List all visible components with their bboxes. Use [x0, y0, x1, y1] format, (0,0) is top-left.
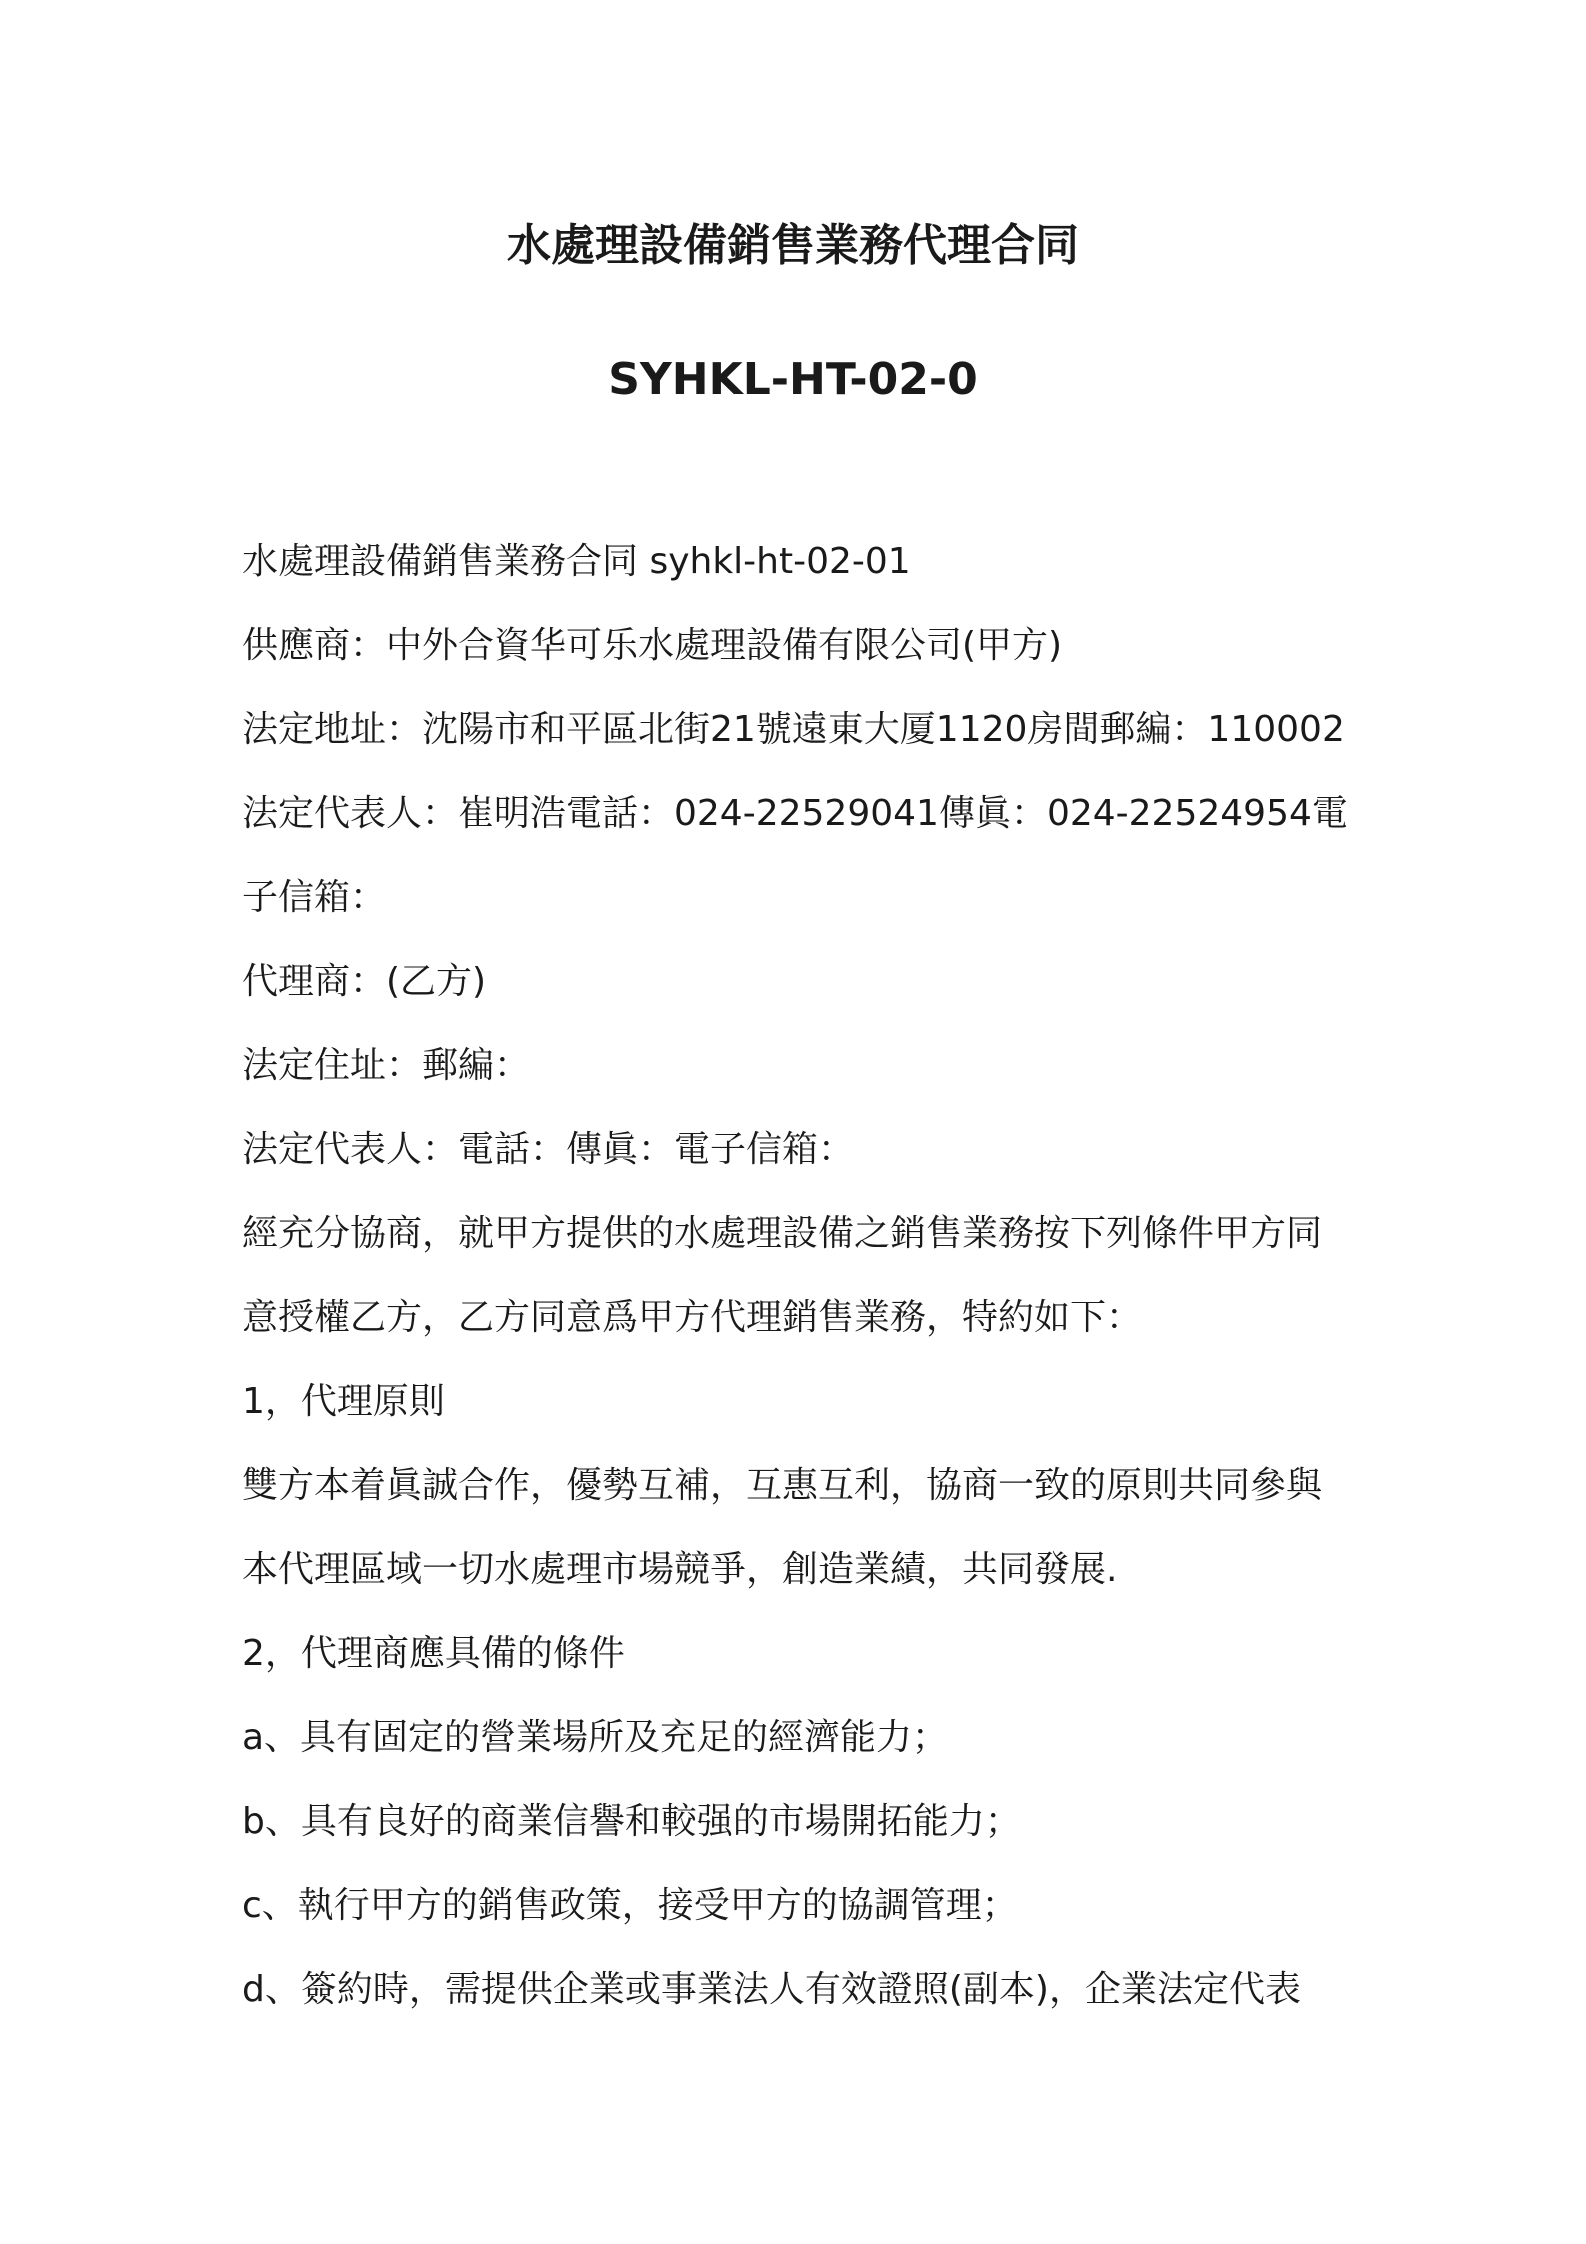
contract-name-line: 水處理設備銷售業務合同 syhkl-ht-02-01 [242, 541, 911, 582]
section-1-text-1: 雙方本着眞誠合作，優勢互補，互惠互利，協商一致的原則共同參與 [242, 1465, 1323, 1506]
document-title: 水處理設備銷售業務代理合同 [507, 220, 1079, 271]
condition-c: c、執行甲方的銷售政策，接受甲方的協調管理； [242, 1885, 1018, 1926]
condition-d: d、簽約時，需提供企業或事業法人有效證照(副本)，企業法定代表 [242, 1969, 1301, 2010]
section-2-heading: 2，代理商應具備的條件 [242, 1633, 625, 1674]
section-1-heading: 1，代理原則 [242, 1381, 445, 1422]
supplier-line: 供應商：中外合資华可乐水處理設備有限公司(甲方) [242, 625, 1063, 666]
preamble-line-1: 經充分協商，就甲方提供的水處理設備之銷售業務按下列條件甲方同 [242, 1213, 1323, 1254]
agent-line: 代理商：(乙方) [242, 961, 487, 1002]
supplier-representative-line: 法定代表人：崔明浩電話：024-22529041傳眞：024-22524954電 [242, 793, 1348, 834]
document-code: SYHKL-HT-02-0 [608, 354, 978, 405]
preamble-line-2: 意授權乙方，乙方同意爲甲方代理銷售業務，特約如下： [242, 1297, 1143, 1338]
agent-representative-line: 法定代表人：電話：傳眞：電子信箱： [242, 1129, 855, 1170]
condition-a: a、具有固定的營業場所及充足的經濟能力； [242, 1717, 949, 1758]
document-body [242, 533, 1362, 2045]
section-1-text-2: 本代理區域一切水處理市場競爭，創造業績，共同發展. [242, 1549, 1118, 1590]
supplier-email-line: 子信箱： [242, 877, 387, 918]
condition-b: b、具有良好的商業信譽和較强的市場開拓能力； [242, 1801, 1021, 1842]
agent-address-line: 法定住址：郵編： [242, 1045, 531, 1086]
supplier-address-line: 法定地址：沈陽市和平區北街21號遠東大厦1120房間郵編：110002 [242, 709, 1345, 750]
